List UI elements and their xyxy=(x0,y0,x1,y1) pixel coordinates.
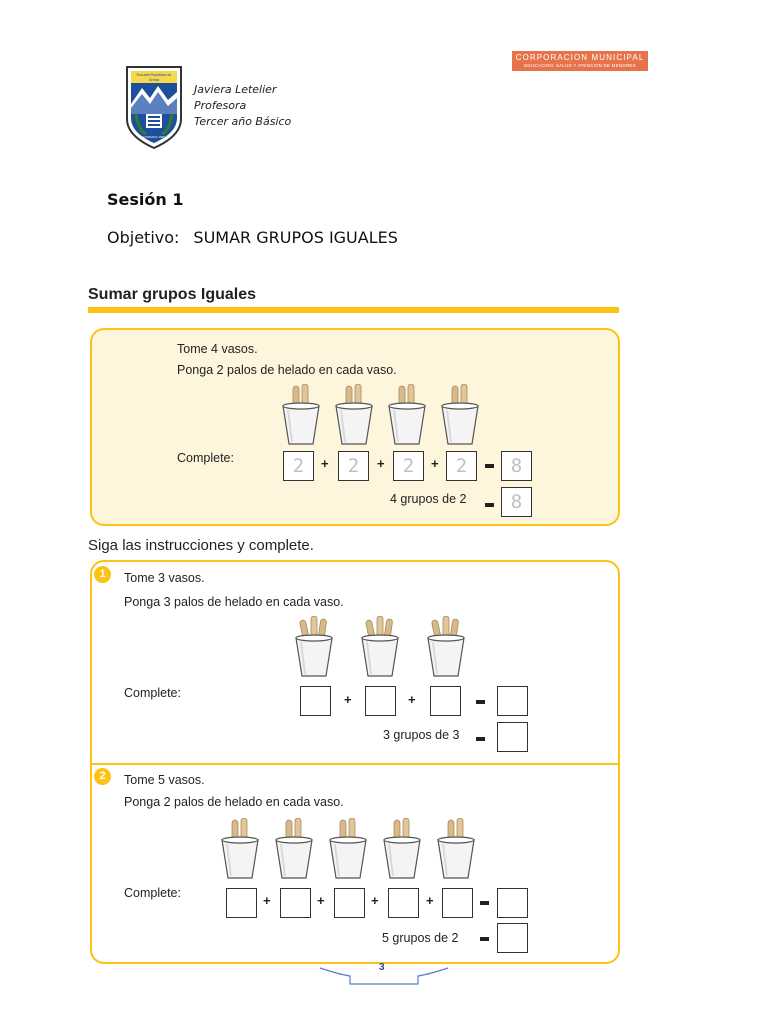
exercise-2-answer-box[interactable] xyxy=(226,888,257,918)
instructions-heading: Siga las instrucciones y complete. xyxy=(88,537,314,554)
example-instruction-2: Ponga 2 palos de helado en cada vaso. xyxy=(177,363,397,377)
example-result: 8 xyxy=(510,455,523,477)
example-groups-result: 8 xyxy=(510,491,523,513)
plus-sign: + xyxy=(321,456,329,471)
example-instruction-1: Tome 4 vasos. xyxy=(177,342,258,356)
exercise-2-result-box[interactable] xyxy=(497,888,528,918)
exercise-1-groups-result-box[interactable] xyxy=(497,722,528,752)
exercise-1-instruction-2: Ponga 3 palos de helado en cada vaso. xyxy=(124,595,344,609)
equals-sign xyxy=(476,737,485,741)
exercise-2-complete-label: Complete: xyxy=(124,886,181,900)
cup-with-3-sticks xyxy=(292,616,336,678)
equals-sign xyxy=(485,503,494,507)
example-answer-box xyxy=(338,451,369,481)
example-addend: 2 xyxy=(292,455,305,477)
plus-sign: + xyxy=(263,893,271,908)
example-answer-box xyxy=(283,451,314,481)
example-answer-box xyxy=(446,451,477,481)
equals-sign xyxy=(485,464,494,468)
cup-with-2-sticks xyxy=(279,384,323,446)
exercise-1-groups-label: 3 grupos de 3 xyxy=(383,728,460,742)
cup-with-3-sticks xyxy=(358,616,402,678)
exercise-2-instruction-1: Tome 5 vasos. xyxy=(124,773,205,787)
example-addend: 2 xyxy=(347,455,360,477)
exercise-1-instruction-1: Tome 3 vasos. xyxy=(124,571,205,585)
cup-with-2-sticks xyxy=(218,818,262,880)
plus-sign: + xyxy=(344,692,352,707)
plus-sign: + xyxy=(408,692,416,707)
exercise-1-number-badge: 1 xyxy=(94,566,111,583)
teacher-role: Profesora xyxy=(194,99,247,112)
plus-sign: + xyxy=(431,456,439,471)
example-groups-label: 4 grupos de 2 xyxy=(390,492,467,506)
exercise-1-answer-box[interactable] xyxy=(300,686,331,716)
exercise-2-answer-box[interactable] xyxy=(334,888,365,918)
section-title: Sumar grupos Iguales xyxy=(88,286,257,303)
corporacion-municipal-logo xyxy=(512,51,648,71)
corp-logo-subtitle: EDUCACION, SALUD Y ATENCION DE MENORES xyxy=(524,63,636,68)
objective-value: SUMAR GRUPOS IGUALES xyxy=(193,228,398,247)
page-number: 3 xyxy=(379,962,385,973)
example-answer-box xyxy=(393,451,424,481)
plus-sign: + xyxy=(377,456,385,471)
corp-logo-title: CORPORACION MUNICIPAL xyxy=(515,53,645,62)
cup-with-2-sticks xyxy=(326,818,370,880)
exercise-2-answer-box[interactable] xyxy=(388,888,419,918)
example-groups-result-box xyxy=(501,487,532,517)
example-addend: 2 xyxy=(455,455,468,477)
exercise-2-groups-label: 5 grupos de 2 xyxy=(382,931,459,945)
exercise-1-answer-box[interactable] xyxy=(365,686,396,716)
cup-with-2-sticks xyxy=(385,384,429,446)
crest-text-line1: Escuela República de xyxy=(136,73,172,77)
exercise-1-answer-box[interactable] xyxy=(430,686,461,716)
equals-sign xyxy=(480,901,489,905)
exercise-1-result-box[interactable] xyxy=(497,686,528,716)
exercise-1-complete-label: Complete: xyxy=(124,686,181,700)
exercise-2-groups-result-box[interactable] xyxy=(497,923,528,953)
plus-sign: + xyxy=(371,893,379,908)
exercise-2-number-badge: 2 xyxy=(94,768,111,785)
plus-sign: + xyxy=(426,893,434,908)
cup-with-2-sticks xyxy=(434,818,478,880)
equals-sign xyxy=(476,700,485,704)
cup-with-2-sticks xyxy=(380,818,424,880)
exercise-2-instruction-2: Ponga 2 palos de helado en cada vaso. xyxy=(124,795,344,809)
school-crest-logo xyxy=(124,64,184,150)
example-addend: 2 xyxy=(402,455,415,477)
example-complete-label: Complete: xyxy=(177,451,234,465)
equals-sign xyxy=(480,937,489,941)
plus-sign: + xyxy=(317,893,325,908)
crest-text-line2: Grecia xyxy=(148,78,160,82)
section-underline xyxy=(88,307,619,313)
grade-level: Tercer año Básico xyxy=(194,115,292,128)
cup-with-2-sticks xyxy=(438,384,482,446)
cup-with-3-sticks xyxy=(424,616,468,678)
exercise-2-answer-box[interactable] xyxy=(280,888,311,918)
example-result-box xyxy=(501,451,532,481)
cup-with-2-sticks xyxy=(272,818,316,880)
exercise-2-answer-box[interactable] xyxy=(442,888,473,918)
objective xyxy=(107,228,398,247)
session-label: Sesión 1 xyxy=(107,190,184,209)
objective-label: Objetivo: xyxy=(107,228,180,247)
cup-with-2-sticks xyxy=(332,384,376,446)
exercise-divider xyxy=(90,763,620,765)
teacher-name: Javiera Letelier xyxy=(194,83,277,96)
crest-text-line3: FUNDADA 1965 xyxy=(143,135,165,139)
